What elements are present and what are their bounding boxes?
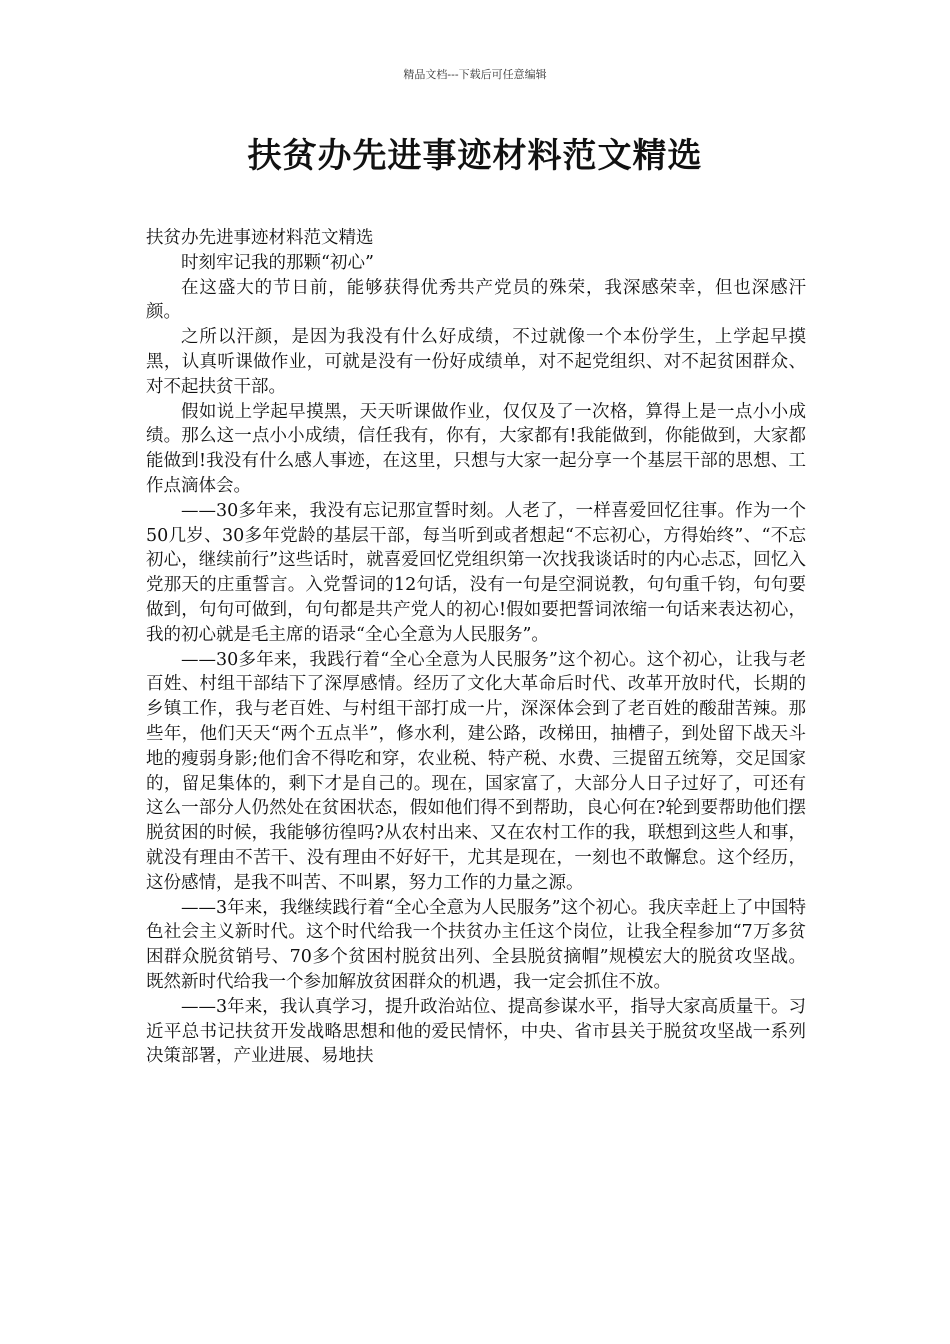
page-header-note: 精品文档---下载后可任意编辑	[403, 68, 547, 81]
body-paragraph: ——30多年来，我践行着“全心全意为人民服务”这个初心。这个初心，让我与老百姓、村组干部结下了深厚感情。经历了文化大革命后时代、改革开放时代，长期的乡镇工作，我与老百姓、与村组干部打成一片，深深体会到了老百姓的酸甜苦辣。那些年，他们天天“两个五点半”，修水利，建公路，改梯田，抽槽子，到处留下战天斗地的瘦弱身影;他们舍不得吃和穿，农业税、特产税、水费、三提留五统筹，交足国家的，留足集体的，剩下才是自己的。现在，国家富了，大部分人日子过好了，可还有这么一部分人仍然处在贫困状态，假如他们得不到帮助，良心何在?轮到要帮助他们摆脱贫困的时候，我能够彷徨吗?从农村出来、又在农村工作的我，联想到这些人和事，就没有理由不苦干、没有理由不好好干，尤其是现在，一刻也不敢懈怠。这个经历，这份感情，是我不叫苦、不叫累，努力工作的力量之源。	[146, 649, 806, 893]
body-paragraph: 在这盛大的节日前，能够获得优秀共产党员的殊荣，我深感荣幸，但也深感汗颜。	[146, 277, 806, 323]
body-paragraph: ——30多年来，我没有忘记那宣誓时刻。人老了，一样喜爱回忆往事。作为一个50几岁、30多年党龄的基层干部，每当听到或者想起“不忘初心，方得始终”、“不忘初心，继续前行”这些话时，就喜爱回忆党组织第一次找我谈话时的内心忐忑，回忆入党那天的庄重誓言。入党誓词的12句话，没有一句是空洞说教，句句重千钧，句句要做到，句句可做到，句句都是共产党人的初心!假如要把誓词浓缩一句话来表达初心，我的初心就是毛主席的语录“全心全意为人民服务”。	[146, 500, 806, 645]
body-paragraph: ——3年来，我认真学习，提升政治站位、提高参谋水平，指导大家高质量干。习近平总书记扶贫开发战略思想和他的爱民情怀，中央、省市县关于脱贫攻坚战一系列决策部署，产业进展、易地扶	[146, 996, 806, 1067]
body-paragraph: 假如说上学起早摸黑，天天听课做作业，仅仅及了一次格，算得上是一点小小成绩。那么这一点小小成绩，信任我有，你有，大家都有!我能做到，你能做到，大家都能做到!我没有什么感人事迹，在这里，只想与大家一起分享一个基层干部的思想、工作点滴体会。	[146, 401, 806, 496]
section-subtitle: 时刻牢记我的那颗“初心”	[181, 252, 374, 273]
document-title: 扶贫办先进事迹材料范文精选	[247, 136, 703, 176]
body-paragraph: 之所以汗颜，是因为我没有什么好成绩，不过就像一个本份学生，上学起早摸黑，认真听课做作业，可就是没有一份好成绩单，对不起党组织、对不起贫困群众、对不起扶贫干部。	[146, 327, 806, 397]
document-body	[146, 226, 806, 1069]
body-paragraph: ——3年来，我继续践行着“全心全意为人民服务”这个初心。我庆幸赶上了中国特色社会主义新时代。这个时代给我一个扶贫办主任这个岗位，让我全程参加“7万多贫困群众脱贫销号、70多个贫困村脱贫出列、全县脱贫摘帽”规模宏大的脱贫攻坚战。既然新时代给我一个参加解放贫困群众的机遇，我一定会抓住不放。	[146, 897, 806, 992]
body-heading: 扶贫办先进事迹材料范文精选	[146, 228, 374, 248]
